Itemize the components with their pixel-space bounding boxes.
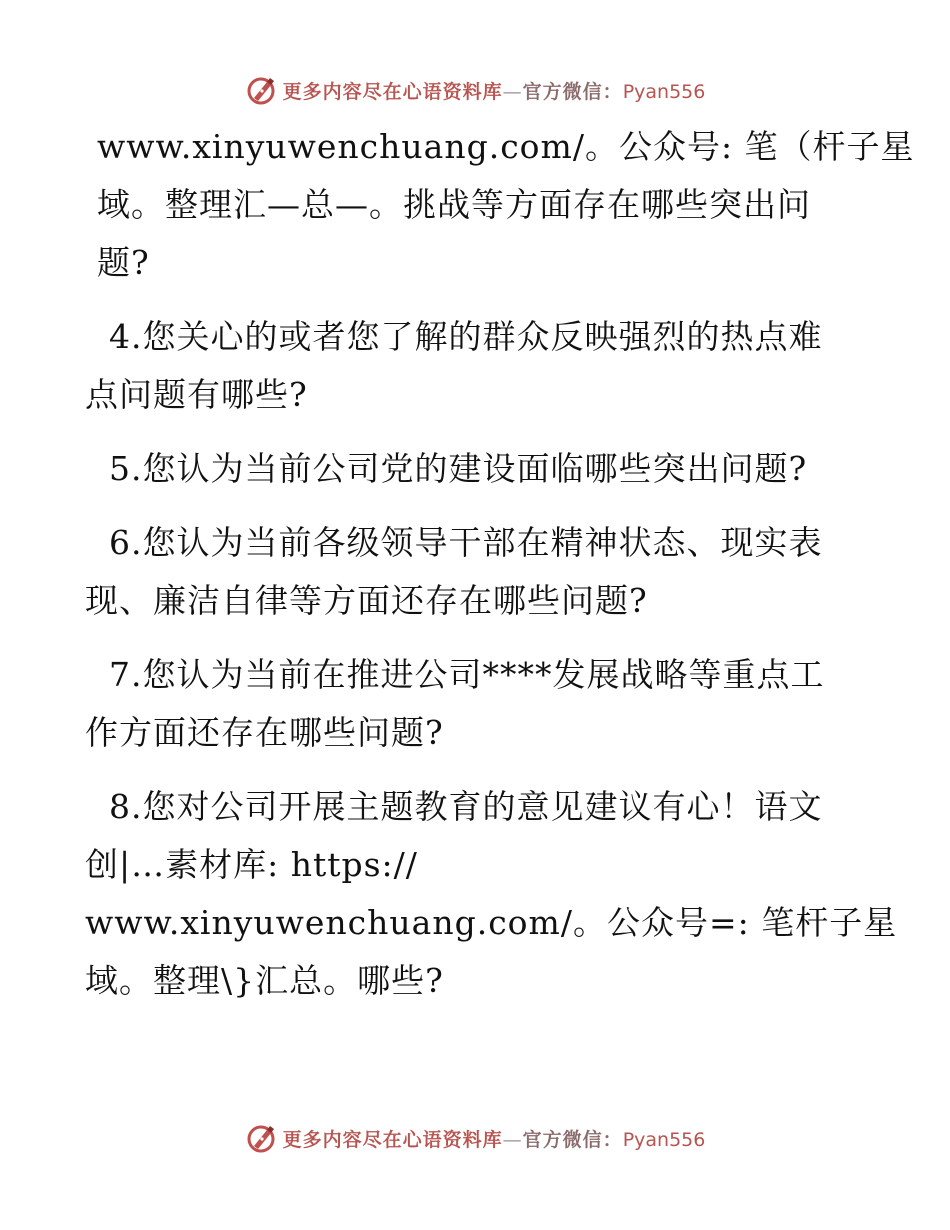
document-body xyxy=(85,118,915,1010)
question-8-line-4: 域。整理\}汇总。哪些? xyxy=(85,961,444,1000)
question-4 xyxy=(85,308,857,424)
header-banner-official: 官方微信： xyxy=(522,80,623,103)
footer-banner xyxy=(0,1118,950,1158)
intro-paragraph xyxy=(97,118,915,292)
header-banner-dash: — xyxy=(502,80,523,103)
intro-line-2: 域。整理汇—总—。挑战等方面存在哪些突出问 xyxy=(97,185,811,224)
footer-banner-text xyxy=(283,1125,706,1152)
question-4-line-2: 点问题有哪些? xyxy=(85,375,308,414)
question-6 xyxy=(85,514,857,630)
question-8-line-2: 创|…素材库: https:// xyxy=(85,845,418,884)
intro-line-3: 题? xyxy=(97,243,150,282)
header-banner-text xyxy=(283,77,706,104)
header-banner-title: 更多内容尽在心语资料库 xyxy=(282,80,503,103)
question-5-line-1: 5.您认为当前公司党的建设面临哪些突出问题? xyxy=(109,449,808,488)
pen-nib-logo-icon xyxy=(245,1122,277,1154)
header-banner-account: Pyan556 xyxy=(622,80,706,103)
question-6-line-1: 6.您认为当前各级领导干部在精神状态、现实表 xyxy=(109,523,823,562)
question-8-line-1: 8.您对公司开展主题教育的意见建议有心！语文 xyxy=(109,787,823,826)
footer-banner-account: Pyan556 xyxy=(622,1128,706,1151)
question-7-line-1: 7.您认为当前在推进公司****发展战略等重点工 xyxy=(109,655,825,694)
question-7 xyxy=(85,646,857,762)
footer-banner-dash: — xyxy=(502,1128,523,1151)
question-6-line-2: 现、廉洁自律等方面还存在哪些问题? xyxy=(85,581,648,620)
intro-line-1: www.xinyuwenchuang.com/。公众号: 笔（杆子星 xyxy=(97,127,915,166)
question-8-line-3: www.xinyuwenchuang.com/。公众号=: 笔杆子星 xyxy=(85,903,898,942)
footer-banner-official: 官方微信： xyxy=(522,1128,623,1151)
question-8 xyxy=(85,778,898,1010)
question-4-line-1: 4.您关心的或者您了解的群众反映强烈的热点难 xyxy=(109,317,823,356)
question-5 xyxy=(97,440,857,498)
question-7-line-2: 作方面还存在哪些问题? xyxy=(85,713,444,752)
pen-nib-logo-icon xyxy=(245,74,277,106)
footer-banner-title: 更多内容尽在心语资料库 xyxy=(282,1128,503,1151)
header-banner xyxy=(0,70,950,110)
